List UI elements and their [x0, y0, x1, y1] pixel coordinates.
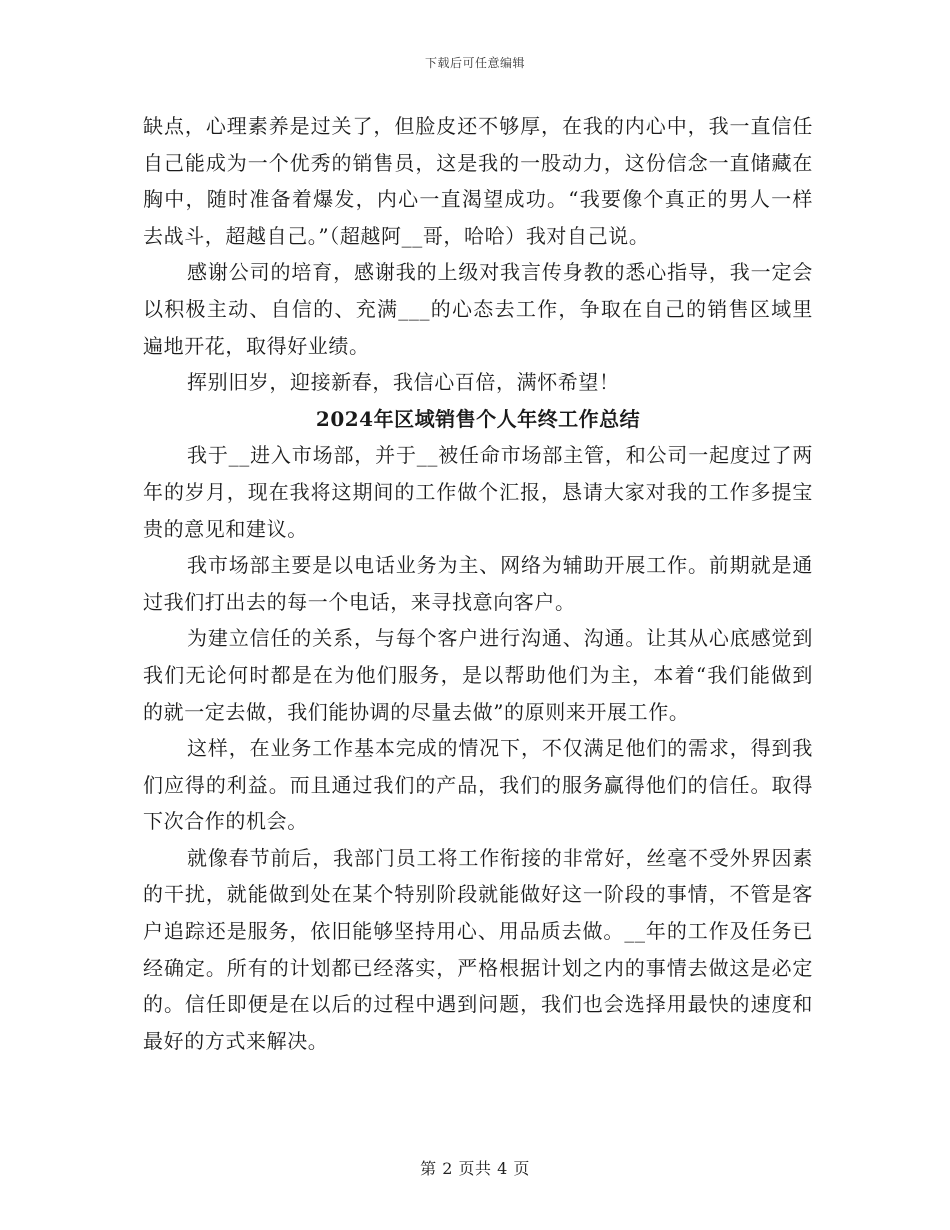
paragraph: 我于__进入市场部，并于__被任命市场部主管，和公司一起度过了两年的岁月，现在我将这期间的工作做个汇报，恳请大家对我的工作多提宝贵的意见和建议。 — [143, 443, 813, 541]
page-content — [143, 108, 813, 1059]
paragraph-continued: 缺点，心理素养是过关了，但脸皮还不够厚，在我的内心中，我一直信任自己能成为一个优秀的销售员，这是我的一股动力，这份信念一直储藏在胸中，随时准备着爆发，内心一直渴望成功。“我要像个真正的男人一样去战斗，超越自己。”（超越阿__哥，哈哈）我对自己说。 — [143, 114, 813, 248]
section-title: 2024年区域销售个人年终工作总结 — [315, 406, 641, 431]
paragraph: 感谢公司的培育，感谢我的上级对我言传身教的悉心指导，我一定会以积极主动、自信的、充满___的心态去工作，争取在自己的销售区域里遍地开花，取得好业绩。 — [143, 260, 813, 358]
paragraph: 这样，在业务工作基本完成的情况下，不仅满足他们的需求，得到我们应得的利益。而且通过我们的产品，我们的服务赢得他们的信任。取得下次合作的机会。 — [143, 736, 813, 834]
paragraph: 为建立信任的关系，与每个客户进行沟通、沟通。让其从心底感觉到我们无论何时都是在为他们服务，是以帮助他们为主，本着“我们能做到的就一定去做，我们能协调的尽量去做”的原则来开展工作。 — [143, 626, 813, 724]
page-header: 下载后可任意编辑 — [424, 56, 525, 70]
paragraph: 我市场部主要是以电话业务为主、网络为辅助开展工作。前期就是通过我们打出去的每一个电话，来寻找意向客户。 — [143, 553, 813, 614]
page-footer: 第 2 页共 4 页 — [420, 1159, 530, 1178]
paragraph: 就像春节前后，我部门员工将工作衔接的非常好，丝毫不受外界因素的干扰，就能做到处在某个特别阶段就能做好这一阶段的事情，不管是客户追踪还是服务，依旧能够坚持用心、用品质去做。__年的工作及任务已经确定。所有的计划都已经落实，严格根据计划之内的事情去做这是必定的。信任即便是在以后的过程中遇到问题，我们也会选择用最快的速度和最好的方式来解决。 — [143, 845, 813, 1053]
paragraph: 挥别旧岁，迎接新春，我信心百倍，满怀希望！ — [187, 370, 620, 395]
